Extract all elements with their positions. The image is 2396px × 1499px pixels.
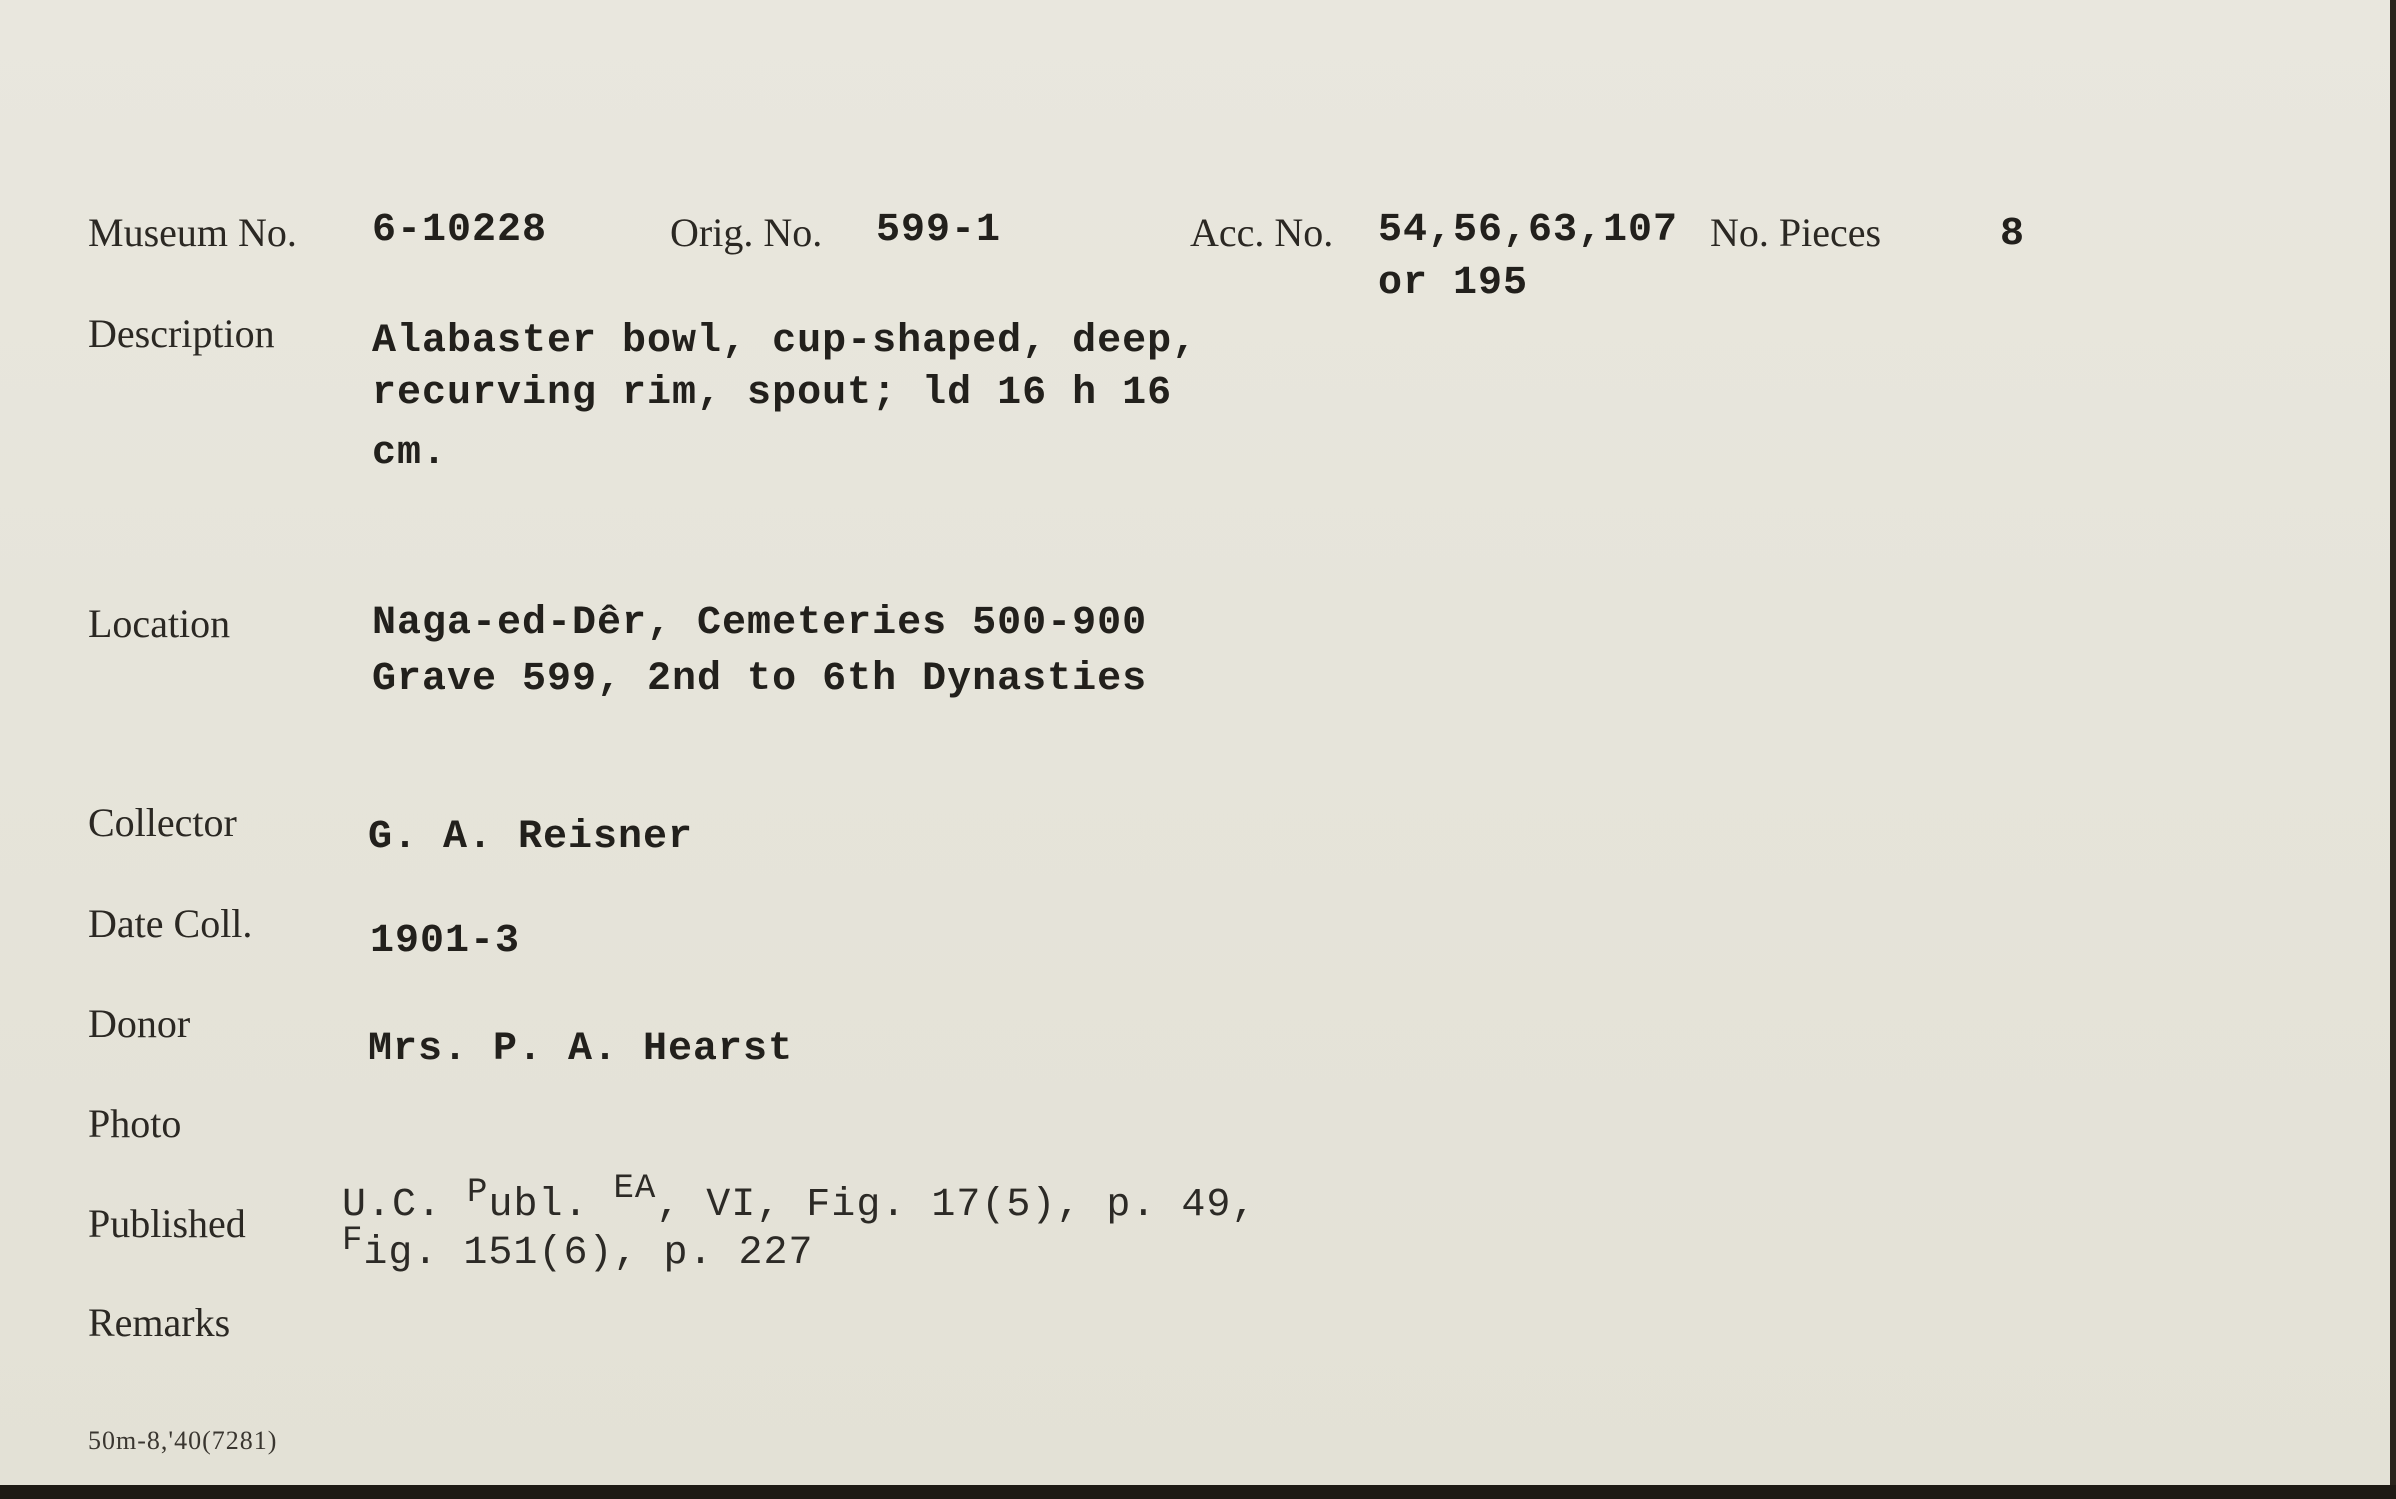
location-label: Location xyxy=(88,601,231,646)
acc-no-label: Acc. No. xyxy=(1190,210,1334,255)
published-line-1: U.C. $^P$ubl. $^{EA}$, VI, Fig. 17(5), p. 49, xyxy=(342,1170,1257,1228)
photo-label: Photo xyxy=(88,1101,182,1146)
remarks-label: Remarks xyxy=(88,1300,231,1345)
description-line-2: recurving rim, spout; ld 16 h 16 xyxy=(372,371,1173,416)
acc-no-value-line1: 54,56,63,107 xyxy=(1378,208,1679,253)
description-line-3: cm. xyxy=(372,431,448,476)
form-code: 50m-8,'40(7281) xyxy=(88,1426,278,1455)
donor-value: Mrs. P. A. Hearst xyxy=(368,1027,794,1072)
date-coll-value: 1901-3 xyxy=(370,919,521,964)
donor-label: Donor xyxy=(88,1001,191,1046)
card-right-edge xyxy=(2390,0,2396,1499)
date-coll-label: Date Coll. xyxy=(88,901,253,946)
museum-no-value: 6-10228 xyxy=(372,208,548,253)
no-pieces-label: No. Pieces xyxy=(1710,210,1882,255)
no-pieces-value: 8 xyxy=(2000,212,2026,257)
location-line-2: Grave 599, 2nd to 6th Dynasties xyxy=(372,657,1148,702)
orig-no-label: Orig. No. xyxy=(670,210,823,255)
published-label: Published xyxy=(88,1201,246,1246)
orig-no-value: 599-1 xyxy=(876,208,1002,253)
acc-no-value-line2: or 195 xyxy=(1378,261,1529,306)
museum-no-label: Museum No. xyxy=(88,210,297,255)
collector-label: Collector xyxy=(88,800,237,845)
published-line-2: $^F$ig. 151(6), p. 227 xyxy=(342,1222,814,1276)
location-line-1: Naga-ed-Dêr, Cemeteries 500-900 xyxy=(372,601,1148,646)
collector-value: G. A. Reisner xyxy=(368,815,694,860)
description-line-1: Alabaster bowl, cup-shaped, deep, xyxy=(372,319,1198,364)
description-label: Description xyxy=(88,311,275,356)
